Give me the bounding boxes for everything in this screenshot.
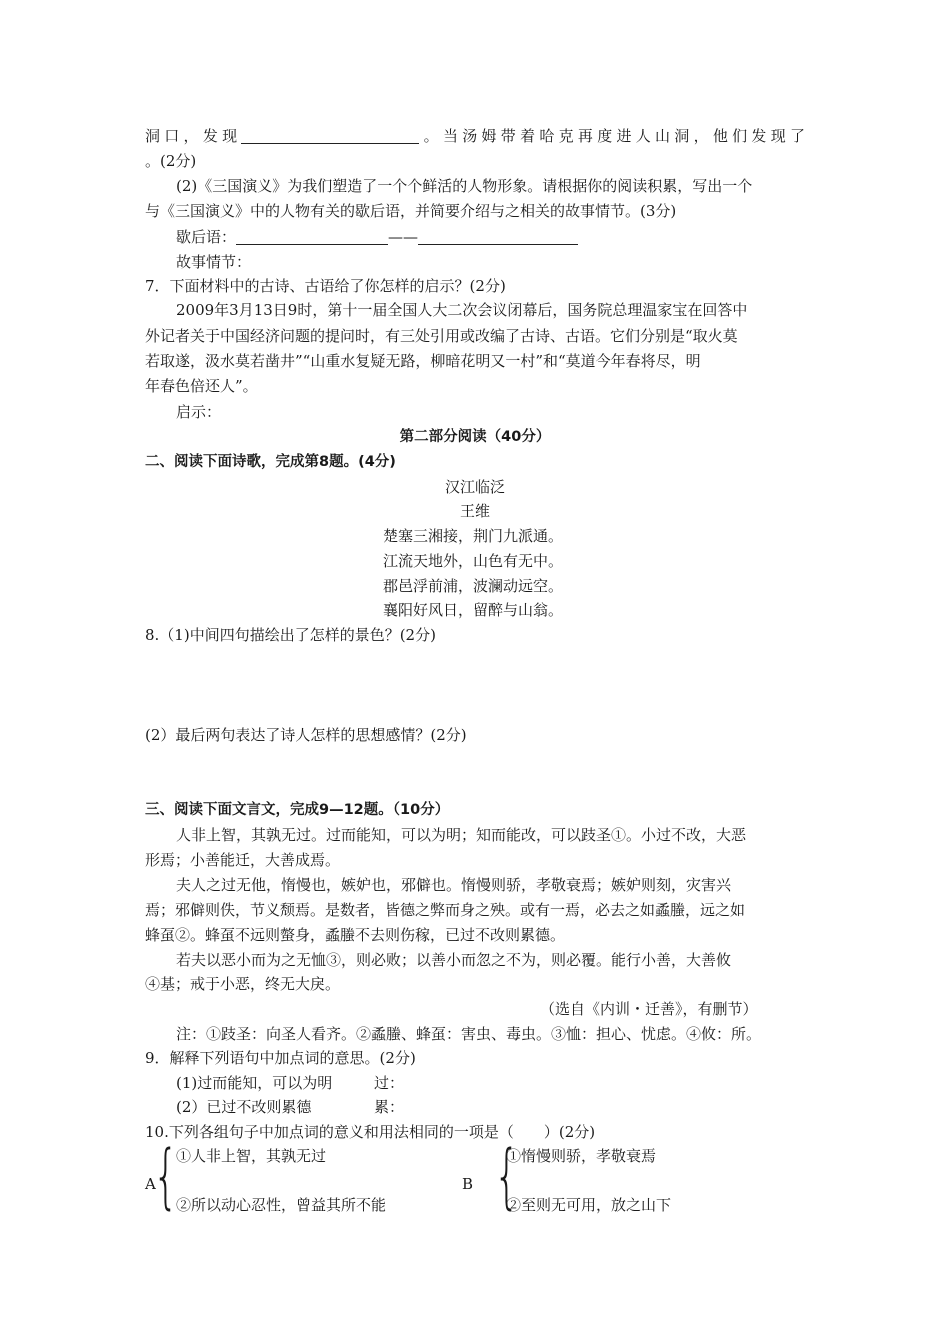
part2-title: 第二部分阅读（40分）: [399, 429, 551, 445]
q6-1-line2: 。(2分): [145, 152, 197, 170]
option-a-sentence-2: ②所以动心忍性，曾益其所不能: [176, 1196, 387, 1214]
option-b-sentence-1: ①惰慢则骄，孝敬衰焉: [506, 1147, 657, 1165]
text-para2-line3: 蜂虿②。蜂虿不远则螫身，蟊螣不去则伤稼，已过不改则累德。: [145, 926, 566, 944]
q7-answer-label: 启示：: [176, 403, 222, 421]
q7-para-line4: 年春色倍还人”。: [145, 377, 258, 395]
poem-title: 汉江临泛: [444, 478, 505, 496]
q8-question-2: (2）最后两句表达了诗人怎样的思想感情？(2分): [145, 726, 467, 744]
option-b-brace: {: [494, 1136, 520, 1218]
xiehouyu-blank-1[interactable]: [236, 230, 388, 245]
text-para3-line2: ④基；戒于小恶，终无大戾。: [145, 975, 341, 993]
q7-para-line1: 2009年3月13日9时，第十一届全国人大二次会议闭幕后，国务院总理温家宝在回答中: [176, 301, 748, 319]
q7-para-line3: 若取遂，汲水莫若凿井”“山重水复疑无路，柳暗花明又一村”和“莫道今年春将尽，明: [145, 352, 701, 370]
option-a-sentence-1: ①人非上智，其孰无过: [176, 1147, 327, 1165]
section2-heading: 二、阅读下面诗歌，完成第8题。(4分): [145, 454, 396, 470]
option-a-label[interactable]: A: [145, 1175, 156, 1193]
xiehouyu-label: 歇后语：: [176, 228, 237, 246]
q9-question: 9．解释下列语句中加点词的意思。(2分): [145, 1049, 416, 1067]
q9-item2: (2）已过不改则累德: [176, 1098, 312, 1116]
q7-para-line2: 外记者关于中国经济问题的提问时，有三处引用或改编了古诗、古语。它们分别是“取火莫: [145, 327, 738, 345]
text-para2-line1: 夫人之过无他，惰慢也，嫉妒也，邪僻也。惰慢则骄，孝敬衰焉；嫉妒则刻，灾害兴: [176, 876, 732, 894]
text-para2-line2: 焉；邪僻则佚，节义颓焉。是数者，皆德之弊而身之殃。或有一焉，必去之如蟊螣，远之如: [145, 901, 746, 919]
poem-line-4: 襄阳好风日，留醉与山翁。: [383, 601, 564, 619]
q6-2-line2: 与《三国演义》中的人物有关的歇后语，并简要介绍与之相关的故事情节。(3分): [145, 202, 677, 220]
q6-1-blank[interactable]: [241, 129, 419, 144]
q6-1-line1: [145, 126, 805, 146]
text-para3-line1: 若夫以恶小而为之无恤③，则必败；以善小而忽之不为，则必覆。能行小善，大善攸: [176, 951, 732, 969]
q6-2-xiehouyu: [176, 227, 578, 247]
text-para1-line2: 形焉；小善能迁，大善成焉。: [145, 851, 341, 869]
poem-line-2: 江流天地外，山色有无中。: [383, 552, 564, 570]
q7-question: 7．下面材料中的古诗、古语给了你怎样的启示？(2分): [145, 277, 506, 295]
text-source: （选自《内训・迁善》，有删节）: [540, 1000, 758, 1018]
q6-1-text-b: 。当汤姆带着哈克再度进人山洞，他们发现了: [419, 127, 805, 145]
poem-line-1: 楚塞三湘接，荆门九派通。: [383, 527, 564, 545]
q6-2-line1: (2)《三国演义》为我们塑造了一个个鲜活的人物形象。请根据你的阅读积累，写出一个: [176, 177, 753, 195]
q9-item2-word[interactable]: 累：: [374, 1098, 405, 1116]
q8-question-1: 8.（1)中间四句描绘出了怎样的景色？(2分): [145, 626, 436, 644]
option-a-brace: {: [153, 1136, 179, 1218]
xiehouyu-dash: ——: [388, 228, 419, 246]
xiehouyu-blank-2[interactable]: [418, 230, 578, 245]
text-para1-line1: 人非上智，其孰无过。过而能知，可以为明；知而能改，可以跂圣①。小过不改，大恶: [176, 826, 747, 844]
option-b-sentence-2: ②至则无可用，放之山下: [506, 1196, 672, 1214]
q9-item1: (1)过而能知，可以为明: [176, 1074, 333, 1092]
section3-heading: 三、阅读下面文言文，完成9—12题。（10分）: [145, 802, 450, 818]
q9-item1-word[interactable]: 过：: [374, 1074, 405, 1092]
q10-question: 10.下列各组句子中加点词的意义和用法相同的一项是（ ）(2分): [145, 1123, 596, 1141]
poem-line-3: 郡邑浮前浦，波澜动远空。: [383, 577, 564, 595]
text-note: 注：①跂圣：向圣人看齐。②蟊螣、蜂虿：害虫、毒虫。③恤：担心、忧虑。④攸：所。: [176, 1025, 762, 1043]
q6-1-text-a: 洞口，发现: [145, 127, 242, 145]
poem-author: 王维: [459, 502, 490, 520]
q6-2-story: 故事情节：: [176, 253, 252, 271]
option-b-label[interactable]: B: [462, 1175, 474, 1193]
